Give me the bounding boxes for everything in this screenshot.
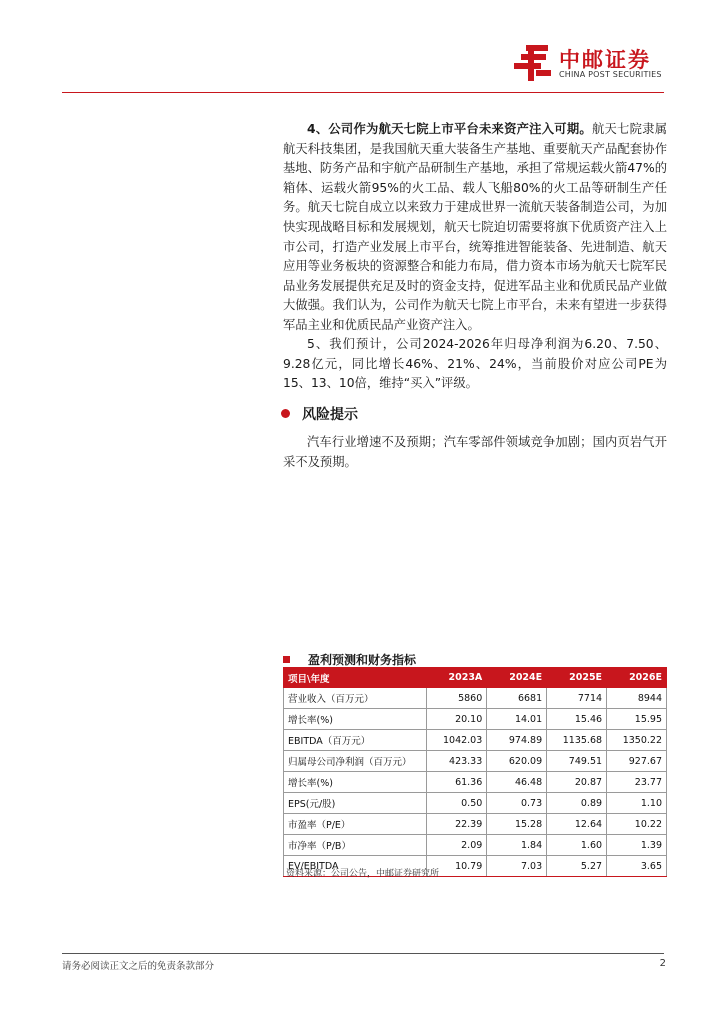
table-header-cell: 2026E [607, 668, 667, 688]
paragraph-asset-injection [283, 120, 667, 336]
risk-text: 汽车行业增速不及预期；汽车零部件领域竞争加剧；国内页岩气开采不及预期。 [283, 435, 667, 469]
table-cell: 7.03 [487, 856, 547, 877]
table-header-cell: 项目\年度 [284, 668, 427, 688]
table-cell: 974.89 [487, 730, 547, 751]
table-cell: 14.01 [487, 709, 547, 730]
table-cell: 2.09 [427, 835, 487, 856]
table-cell: 市净率（P/B） [284, 835, 427, 856]
china-post-logo-icon [512, 44, 554, 82]
table-cell: 5860 [427, 688, 487, 709]
table-cell: 15.46 [547, 709, 607, 730]
table-cell: 22.39 [427, 814, 487, 835]
table-cell: 12.64 [547, 814, 607, 835]
page-number: 2 [659, 958, 666, 969]
table-cell: EV/EBITDA [284, 856, 427, 877]
table-header-cell: 2024E [487, 668, 547, 688]
table-title-text: 盈利预测和财务指标 [308, 653, 417, 667]
table-cell: 归属母公司净利润（百万元） [284, 751, 427, 772]
table-cell: 10.22 [607, 814, 667, 835]
table-cell: 15.95 [607, 709, 667, 730]
table-header-cell: 2025E [547, 668, 607, 688]
paragraph-lead: 4、公司作为航天七院上市平台未来资产注入可期。 [307, 122, 592, 136]
header-divider [62, 92, 664, 93]
table-row [284, 814, 667, 835]
table-cell: 61.36 [427, 772, 487, 793]
table-row [284, 772, 667, 793]
table-cell: 1.39 [607, 835, 667, 856]
risk-heading [281, 404, 358, 424]
table-cell: 6681 [487, 688, 547, 709]
table-cell: 8944 [607, 688, 667, 709]
table-cell: 927.67 [607, 751, 667, 772]
table-cell: 1042.03 [427, 730, 487, 751]
footer-divider [62, 953, 664, 954]
table-cell: 增长率(%) [284, 709, 427, 730]
risk-heading-text: 风险提示 [302, 407, 358, 423]
table-row [284, 751, 667, 772]
footer-disclaimer: 请务必阅读正文之后的免责条款部分 [62, 961, 215, 972]
table-cell: 15.28 [487, 814, 547, 835]
table-cell: 营业收入（百万元） [284, 688, 427, 709]
table-cell: 620.09 [487, 751, 547, 772]
table-cell: EBITDA（百万元） [284, 730, 427, 751]
bullet-icon [281, 409, 290, 418]
table-source: 资料来源：公司公告，中邮证券研究所 [286, 869, 440, 879]
table-cell: 1.60 [547, 835, 607, 856]
table-cell: 0.50 [427, 793, 487, 814]
table-cell: 7714 [547, 688, 607, 709]
table-cell: 增长率(%) [284, 772, 427, 793]
table-row [284, 835, 667, 856]
table-cell: 1350.22 [607, 730, 667, 751]
table-cell: 20.87 [547, 772, 607, 793]
table-row [284, 793, 667, 814]
table-cell: 23.77 [607, 772, 667, 793]
brand-logo [512, 42, 672, 84]
table-cell: 0.73 [487, 793, 547, 814]
square-bullet-icon [283, 656, 290, 663]
table-row [284, 709, 667, 730]
table-cell: 1135.68 [547, 730, 607, 751]
table-cell: 20.10 [427, 709, 487, 730]
brand-name-en: CHINA POST SECURITIES [559, 70, 662, 79]
table-header-cell: 2023A [427, 668, 487, 688]
table-row [284, 730, 667, 751]
table-cell: 0.89 [547, 793, 607, 814]
table-cell: EPS(元/股) [284, 793, 427, 814]
paragraph-body: 航天七院隶属航天科技集团，是我国航天重大装备生产基地、重要航天产品配套协作基地、防务产品和宇航产品研制生产基地，承担了常规运载火箭47%的箱体、运载火箭95%的火工品、载人飞船80%的火工品等研制生产任务。航天七院自成立以来致力于建成世界一流航天装备制造公司，为加快实现战略目标和发展规划，航天七院迫切需要将旗下优质资产注入上市公司，打造产业发展上市平台，统筹推进智能装备、先进制造、航天应用等业务板块的资源整合和能力布局，借力资本市场为航天七院军民品业务发展提供充足及时的资金支持，促进军品主业和优质民品产业做大做强。我们认为，公司作为航天七院上市平台，未来有望进一步获得军品主业和优质民品产业资产注入。 [283, 122, 667, 332]
table-row [284, 688, 667, 709]
paragraph-forecast: 5、我们预计，公司2024-2026年归母净利润为6.20、7.50、9.28亿元，同比增长46%、21%、24%，当前股价对应公司PE为15、13、10倍，维持“买入”评级。 [283, 337, 667, 391]
table-cell: 1.84 [487, 835, 547, 856]
table-cell: 1.10 [607, 793, 667, 814]
table-cell: 46.48 [487, 772, 547, 793]
financial-forecast-table [283, 667, 667, 877]
table-cell: 10.79 [427, 856, 487, 877]
table-cell: 市盈率（P/E） [284, 814, 427, 835]
table-title [283, 651, 416, 668]
table-cell: 749.51 [547, 751, 607, 772]
brand-name-cn: 中邮证券 [559, 48, 651, 72]
table-cell: 3.65 [607, 856, 667, 877]
table-cell: 423.33 [427, 751, 487, 772]
table-cell: 5.27 [547, 856, 607, 877]
table-header-row [284, 668, 667, 688]
